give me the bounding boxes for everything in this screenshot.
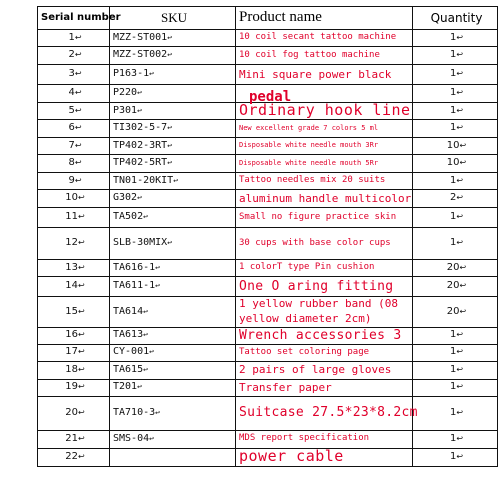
serial-cell	[38, 396, 110, 430]
serial-cell-text: 17	[65, 346, 79, 358]
serial-cell	[38, 208, 110, 228]
product-name-cell	[236, 103, 413, 120]
serial-cell-text: 12	[65, 237, 79, 249]
paragraph-mark: ↩	[137, 382, 142, 392]
paragraph-mark: ↩	[78, 382, 85, 392]
paragraph-mark: ↩	[456, 238, 464, 248]
quantity-cell	[413, 155, 498, 173]
paragraph-mark: ↩	[143, 330, 148, 340]
sku-cell	[110, 190, 236, 208]
table-row	[38, 155, 498, 173]
table-row	[38, 190, 498, 208]
serial-cell	[38, 85, 110, 103]
serial-cell-text: 5	[68, 104, 75, 116]
product-name-cell-text: Ordinary hook line	[239, 101, 411, 120]
sku-cell-text: TN01-20KIT	[113, 174, 174, 186]
quantity-cell-text: 1	[449, 122, 457, 134]
serial-cell	[38, 361, 110, 379]
serial-cell-text: 9	[68, 174, 75, 186]
quantity-cell	[413, 190, 498, 208]
serial-cell	[38, 155, 110, 173]
quantity-cell	[413, 173, 498, 190]
sku-cell	[110, 361, 236, 379]
product-name-cell	[236, 47, 413, 65]
paragraph-mark: ↩	[167, 140, 173, 150]
table-row	[38, 65, 498, 85]
quantity-cell-text: 1	[449, 432, 457, 444]
paragraph-mark: ↩	[155, 281, 160, 291]
paragraph-mark: ↩	[459, 158, 467, 168]
paragraph-mark: ↩	[456, 433, 464, 443]
paragraph-mark: ↩	[456, 123, 464, 133]
paragraph-mark: ↩	[78, 281, 85, 291]
product-name-cell	[236, 138, 413, 155]
paragraph-mark: ↩	[78, 364, 85, 374]
quantity-cell-text: 1	[449, 49, 457, 61]
quantity-cell-text: 1	[449, 363, 457, 375]
serial-cell	[38, 344, 110, 361]
sku-cell	[110, 379, 236, 396]
serial-cell	[38, 190, 110, 208]
sku-cell-text: TA615	[113, 363, 144, 375]
serial-cell-text: 11	[65, 211, 79, 223]
serial-cell	[38, 297, 110, 328]
product-name-cell	[236, 277, 413, 297]
table-row	[38, 30, 498, 47]
paragraph-mark: ↩	[149, 347, 154, 357]
serial-cell-text: 1	[68, 31, 75, 43]
header-product-name: Product name	[236, 7, 413, 30]
quantity-cell-text: 1	[449, 211, 457, 223]
sku-cell-text: CY-001	[113, 346, 150, 358]
product-name-cell	[236, 30, 413, 47]
paragraph-mark: ↩	[74, 158, 82, 168]
sku-cell	[110, 260, 236, 277]
paragraph-mark: ↩	[456, 451, 464, 461]
serial-cell-text: 18	[65, 363, 79, 375]
serial-cell-text: 14	[65, 280, 79, 292]
sku-cell	[110, 344, 236, 361]
table-row	[38, 379, 498, 396]
serial-cell-text: 22	[65, 450, 79, 462]
serial-cell	[38, 260, 110, 277]
product-name-cell	[236, 260, 413, 277]
serial-cell-text: 20	[65, 406, 79, 418]
product-name-cell	[236, 344, 413, 361]
sku-cell-text: TA611-1	[113, 280, 156, 292]
serial-cell	[38, 120, 110, 138]
paragraph-mark: ↩	[456, 105, 464, 115]
quantity-cell	[413, 297, 498, 328]
sku-cell-text: SLB-30MIX	[113, 237, 168, 249]
sku-cell	[110, 155, 236, 173]
product-name-cell	[236, 379, 413, 396]
quantity-cell-text: 1	[449, 31, 457, 43]
paragraph-mark: ↩	[459, 281, 467, 291]
quantity-cell	[413, 344, 498, 361]
product-name-cell	[236, 228, 413, 260]
sku-cell	[110, 228, 236, 260]
paragraph-mark: ↩	[167, 32, 173, 42]
quantity-cell-text: 10	[446, 157, 460, 169]
table-row	[38, 173, 498, 190]
sku-cell-text: MZZ-ST001	[113, 31, 168, 43]
product-name-cell-text: Suitcase 27.5*23*8.2cm	[239, 405, 418, 421]
product-name-cell-text: Mini square power black	[239, 67, 392, 81]
sku-cell-text: MZZ-ST002	[113, 49, 168, 61]
product-name-cell-text: Small no figure practice skin	[239, 211, 397, 222]
sku-cell-text: P163-1	[113, 68, 150, 80]
quantity-cell	[413, 327, 498, 344]
product-name-cell-text: Tattoo needles mix 20 suits	[239, 175, 386, 186]
sku-cell	[110, 430, 236, 448]
table-row	[38, 120, 498, 138]
paragraph-mark: ↩	[78, 407, 85, 417]
sku-cell	[110, 65, 236, 85]
product-name-cell-text: 1 colorT type Pin cushion	[239, 262, 375, 273]
sku-cell-text: TP402-5RT	[113, 157, 168, 169]
serial-cell	[38, 173, 110, 190]
sku-cell	[110, 277, 236, 297]
paragraph-mark: ↩	[459, 140, 467, 150]
quantity-cell-text: 20	[446, 305, 460, 317]
quantity-cell	[413, 277, 498, 297]
paragraph-mark: ↩	[149, 433, 154, 443]
header-row	[38, 7, 498, 30]
serial-cell-text: 2	[68, 49, 75, 61]
product-name-cell-text: 30 cups with base color cups	[239, 237, 391, 248]
table-row	[38, 208, 498, 228]
paragraph-mark: ↩	[459, 306, 467, 316]
quantity-cell	[413, 379, 498, 396]
product-name-cell	[236, 327, 413, 344]
quantity-cell	[413, 30, 498, 47]
product-name-cell-text: 10 coil fog tattoo machine	[239, 49, 380, 60]
paragraph-mark: ↩	[74, 50, 82, 60]
product-name-cell-text: 2 pairs of large gloves	[239, 363, 392, 377]
table-row	[38, 361, 498, 379]
sku-cell	[110, 30, 236, 47]
sku-cell	[110, 85, 236, 103]
paragraph-mark: ↩	[456, 193, 464, 203]
sku-cell-text: TA614	[113, 305, 144, 317]
paragraph-mark: ↩	[78, 451, 85, 461]
product-name-cell-text: aluminum handle multicolor	[239, 191, 412, 205]
table-row	[38, 448, 498, 466]
quantity-cell-text: 1	[449, 450, 457, 462]
sku-cell	[110, 103, 236, 120]
product-table	[37, 6, 498, 467]
sku-cell-text: TP402-3RT	[113, 139, 168, 151]
quantity-cell-text: 1	[449, 104, 457, 116]
paragraph-mark: ↩	[74, 32, 82, 42]
product-name-cell	[236, 120, 413, 138]
paragraph-mark: ↩	[137, 88, 142, 98]
paragraph-mark: ↩	[456, 175, 464, 185]
product-name-cell	[236, 297, 413, 328]
paragraph-mark: ↩	[78, 193, 85, 203]
serial-cell-text: 8	[68, 157, 75, 169]
paragraph-mark: ↩	[74, 140, 82, 150]
serial-cell	[38, 103, 110, 120]
serial-cell	[38, 30, 110, 47]
quantity-cell	[413, 430, 498, 448]
sku-cell	[110, 208, 236, 228]
paragraph-mark: ↩	[143, 364, 148, 374]
overflow-product-text: pedal	[249, 89, 292, 105]
quantity-cell	[413, 103, 498, 120]
paragraph-mark: ↩	[78, 306, 85, 316]
table-row	[38, 260, 498, 277]
quantity-cell	[413, 120, 498, 138]
quantity-cell	[413, 396, 498, 430]
serial-cell	[38, 277, 110, 297]
paragraph-mark: ↩	[78, 238, 85, 248]
quantity-cell	[413, 208, 498, 228]
sku-cell	[110, 138, 236, 155]
paragraph-mark: ↩	[167, 123, 173, 133]
paragraph-mark: ↩	[78, 347, 85, 357]
table-row	[38, 297, 498, 328]
quantity-cell	[413, 85, 498, 103]
serial-cell	[38, 138, 110, 155]
quantity-cell-text: 20	[446, 261, 460, 273]
product-list-sheet	[37, 6, 497, 497]
paragraph-mark: ↩	[456, 364, 464, 374]
quantity-cell	[413, 361, 498, 379]
product-name-cell	[236, 361, 413, 379]
paragraph-mark: ↩	[456, 212, 464, 222]
serial-cell	[38, 448, 110, 466]
table-row	[38, 396, 498, 430]
serial-cell	[38, 65, 110, 85]
product-name-cell-text: 10 coil secant tattoo machine	[239, 32, 397, 43]
paragraph-mark: ↩	[74, 175, 82, 185]
paragraph-mark: ↩	[456, 382, 464, 392]
serial-cell	[38, 379, 110, 396]
sku-cell-text: TA502	[113, 211, 144, 223]
quantity-cell-text: 20	[446, 280, 460, 292]
table-row	[38, 430, 498, 448]
product-name-cell	[236, 430, 413, 448]
table-row	[38, 344, 498, 361]
sku-cell-text: P301	[113, 104, 138, 116]
product-name-cell-text: Wrench accessories 3	[239, 327, 402, 343]
paragraph-mark: ↩	[137, 193, 142, 203]
paragraph-mark: ↩	[173, 175, 179, 185]
serial-cell	[38, 47, 110, 65]
paragraph-mark: ↩	[78, 212, 85, 222]
paragraph-mark: ↩	[137, 105, 142, 115]
sku-cell-text: TI302-5-7	[113, 122, 168, 134]
product-name-cell-text: Disposable white needle mouth 5Rr	[239, 158, 379, 167]
sku-cell	[110, 396, 236, 430]
serial-cell-text: 21	[65, 432, 79, 444]
serial-cell-text: 13	[65, 261, 79, 273]
quantity-cell-text: 1	[449, 346, 457, 358]
paragraph-mark: ↩	[149, 69, 154, 79]
paragraph-mark: ↩	[456, 50, 464, 60]
paragraph-mark: ↩	[155, 262, 160, 272]
product-name-cell	[236, 155, 413, 173]
paragraph-mark: ↩	[155, 407, 160, 417]
product-name-cell-text: Tattoo set coloring page	[239, 346, 370, 357]
quantity-cell	[413, 260, 498, 277]
paragraph-mark: ↩	[78, 262, 85, 272]
quantity-cell-text: 1	[449, 87, 457, 99]
serial-cell-text: 7	[68, 139, 75, 151]
serial-cell-text: 15	[65, 305, 79, 317]
product-name-cell-text: New excellent grade 7 colors 5 ml	[239, 123, 379, 132]
table-row	[38, 228, 498, 260]
sku-cell-text: TA613	[113, 329, 144, 341]
product-name-cell	[236, 190, 413, 208]
product-name-cell	[236, 208, 413, 228]
table-row	[38, 138, 498, 155]
serial-cell	[38, 228, 110, 260]
quantity-cell-text: 1	[449, 406, 457, 418]
product-name-cell	[236, 396, 418, 430]
serial-cell	[38, 327, 110, 344]
product-name-cell-text: 1 yellow rubber band (08 yellow diameter 2cm)	[239, 297, 398, 325]
quantity-cell-text: 10	[446, 139, 460, 151]
paragraph-mark: ↩	[167, 238, 173, 248]
paragraph-mark: ↩	[456, 407, 464, 417]
serial-cell-text: 19	[65, 381, 79, 393]
product-name-cell	[236, 448, 413, 466]
sku-cell-text: SMS-04	[113, 432, 150, 444]
paragraph-mark: ↩	[74, 69, 82, 79]
product-name-cell	[236, 173, 413, 190]
serial-cell-text: 6	[68, 122, 75, 134]
paragraph-mark: ↩	[74, 88, 82, 98]
product-name-cell	[236, 65, 413, 85]
paragraph-mark: ↩	[74, 105, 82, 115]
paragraph-mark: ↩	[167, 158, 173, 168]
serial-cell-text: 10	[65, 192, 79, 204]
paragraph-mark: ↩	[143, 212, 148, 222]
product-name-cell-text: power cable	[239, 447, 344, 466]
quantity-cell-text: 1	[449, 174, 457, 186]
sku-cell-text: T201	[113, 381, 138, 393]
sku-cell	[110, 173, 236, 190]
quantity-cell	[413, 47, 498, 65]
paragraph-mark: ↩	[459, 262, 467, 272]
product-name-cell-text: Transfer paper	[239, 380, 332, 394]
paragraph-mark: ↩	[456, 347, 464, 357]
paragraph-mark: ↩	[167, 50, 173, 60]
quantity-cell-text: 1	[449, 381, 457, 393]
product-name-cell-text: Disposable white needle mouth 3Rr	[239, 141, 379, 150]
sku-cell	[110, 47, 236, 65]
serial-cell	[38, 430, 110, 448]
paragraph-mark: ↩	[74, 123, 82, 133]
product-name-cell-text: MDS report specification	[239, 433, 370, 444]
quantity-cell	[413, 228, 498, 260]
table-row	[38, 327, 498, 344]
quantity-cell-text: 1	[449, 68, 457, 80]
quantity-cell	[413, 65, 498, 85]
paragraph-mark: ↩	[143, 306, 148, 316]
paragraph-mark: ↩	[78, 330, 85, 340]
serial-cell-text: 16	[65, 329, 79, 341]
sku-cell	[110, 327, 236, 344]
quantity-cell-text: 1	[449, 237, 457, 249]
paragraph-mark: ↩	[78, 433, 85, 443]
table-row	[38, 277, 498, 297]
sku-cell	[110, 297, 236, 328]
serial-cell-text: 3	[68, 68, 75, 80]
sku-cell	[110, 120, 236, 138]
sku-cell-text: TA710-3	[113, 406, 156, 418]
quantity-cell	[413, 448, 498, 466]
table-row	[38, 103, 498, 120]
paragraph-mark: ↩	[456, 32, 464, 42]
sku-cell-text: TA616-1	[113, 261, 156, 273]
header-sku: SKU	[110, 7, 236, 30]
product-name-cell-text: One O aring fitting	[239, 278, 394, 294]
quantity-cell	[413, 138, 498, 155]
table-row	[38, 47, 498, 65]
sku-cell-text: G302	[113, 192, 138, 204]
quantity-cell-text: 1	[449, 329, 457, 341]
serial-cell-text: 4	[68, 87, 75, 99]
sku-cell-text: P220	[113, 87, 138, 99]
header-quantity: Quantity	[413, 7, 498, 30]
paragraph-mark: ↩	[456, 88, 464, 98]
paragraph-mark: ↩	[456, 330, 464, 340]
sku-cell-empty	[110, 448, 236, 466]
header-serial-number: Serial number	[38, 7, 110, 30]
paragraph-mark: ↩	[456, 69, 464, 79]
quantity-cell-text: 2	[449, 192, 457, 204]
